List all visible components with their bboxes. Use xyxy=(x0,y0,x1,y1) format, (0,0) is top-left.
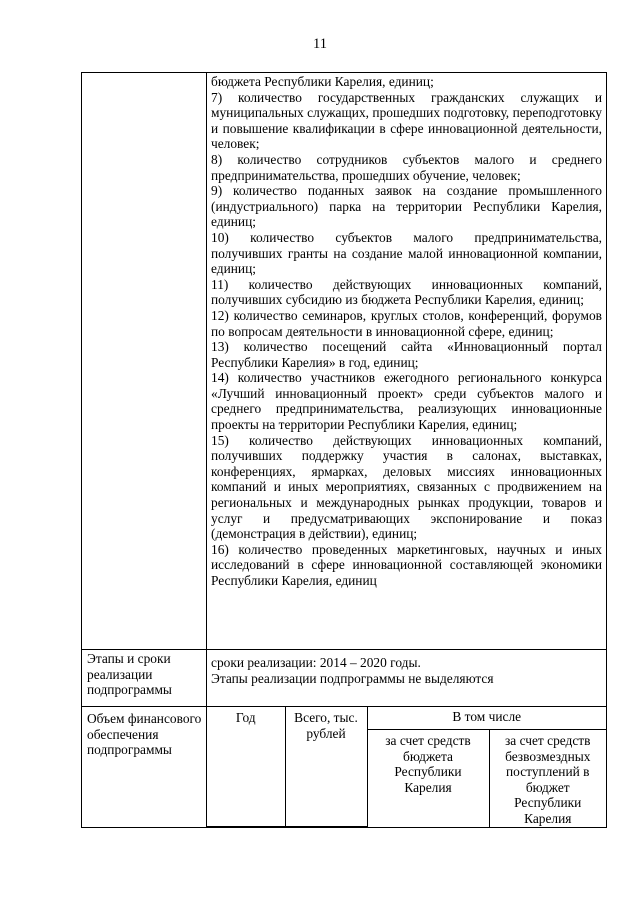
indicator-item: 10) количество субъектов малого предпринимательства, получивших гранты на создание малой инновационной компании, единиц; xyxy=(211,229,602,277)
stages-label-cell xyxy=(82,650,207,707)
page-number: 11 xyxy=(313,36,327,52)
col-including-header: В том числе xyxy=(367,707,606,730)
financing-label-cell xyxy=(82,707,207,828)
financing-row xyxy=(82,707,607,828)
indicator-item: 7) количество государственных гражданских служащих и муниципальных служащих, прошедших подготовку, переподготовку и повышение квалификации в сфере инновационной деятельности, человек; xyxy=(211,89,602,152)
financing-table-cell xyxy=(207,707,607,828)
col-budget-header: за счет средств бюджета Республики Карелия xyxy=(367,730,489,827)
indicators-cell xyxy=(207,73,607,650)
indicator-continuation: бюджета Республики Карелия, единиц; xyxy=(211,74,434,89)
stages-note: Этапы реализации подпрограммы не выделяются xyxy=(211,670,494,686)
stages-value-cell xyxy=(207,650,607,707)
indicators-list xyxy=(207,73,606,589)
indicator-item: 11) количество действующих инновационных компаний, получивших субсидию из бюджета Республики Карелия, единиц; xyxy=(211,276,602,308)
subprogram-passport-table xyxy=(81,72,607,828)
stages-period: сроки реализации: 2014 – 2020 годы. xyxy=(211,655,421,670)
financing-table xyxy=(207,707,606,827)
indicator-item: 8) количество сотрудников субъектов малого и среднего предпринимательства, прошедших обучение, человек; xyxy=(211,151,602,183)
stages-row xyxy=(82,650,607,707)
col-year-header: Год xyxy=(207,707,285,827)
indicator-item: 9) количество поданных заявок на создание промышленного (индустриального) парка на территории Республики Карелия, единиц; xyxy=(211,183,602,230)
indicator-item: 12) количество семинаров, круглых столов, конференций, форумов по вопросам деятельности в инновационной сфере, единиц; xyxy=(211,307,602,339)
indicator-item: 13) количество посещений сайта «Инновационный портал Республики Карелия» в год, единиц; xyxy=(211,339,602,370)
indicators-row xyxy=(82,73,607,650)
indicators-label-cell xyxy=(82,73,207,650)
indicator-item: 16) количество проведенных маркетинговых, научных и иных исследований в сфере инновационной составляющей экономики Республики Карелия, единиц xyxy=(211,541,602,588)
indicator-item: 14) количество участников ежегодного регионального конкурса «Лучший инновационный проект» среди субъектов малого и среднего предпринимательства, реализующих инновационные проекты на территории Республики Карелия, единиц; xyxy=(211,370,602,433)
col-total-header: Всего, тыс. рублей xyxy=(285,707,367,827)
financing-label: Объем финансового обеспечения подпрограммы xyxy=(87,711,202,758)
col-grants-header: за счет средств безвозмездных поступлений в бюджет Республики Карелия xyxy=(489,730,606,827)
stages-label: Этапы и сроки реализации подпрограммы xyxy=(87,651,172,698)
indicator-item: 15) количество действующих инновационных компаний, получивших поддержку участия в салонах, выставках, конференциях, ярмарках, деловых миссиях инновационных компаний и иных мероприятиях, связанных с продвижением на региональных и международных рынках продукции, товаров и услуг и предусматривающих экспонирование и показ (демонстрация в действии), единиц; xyxy=(211,432,602,542)
